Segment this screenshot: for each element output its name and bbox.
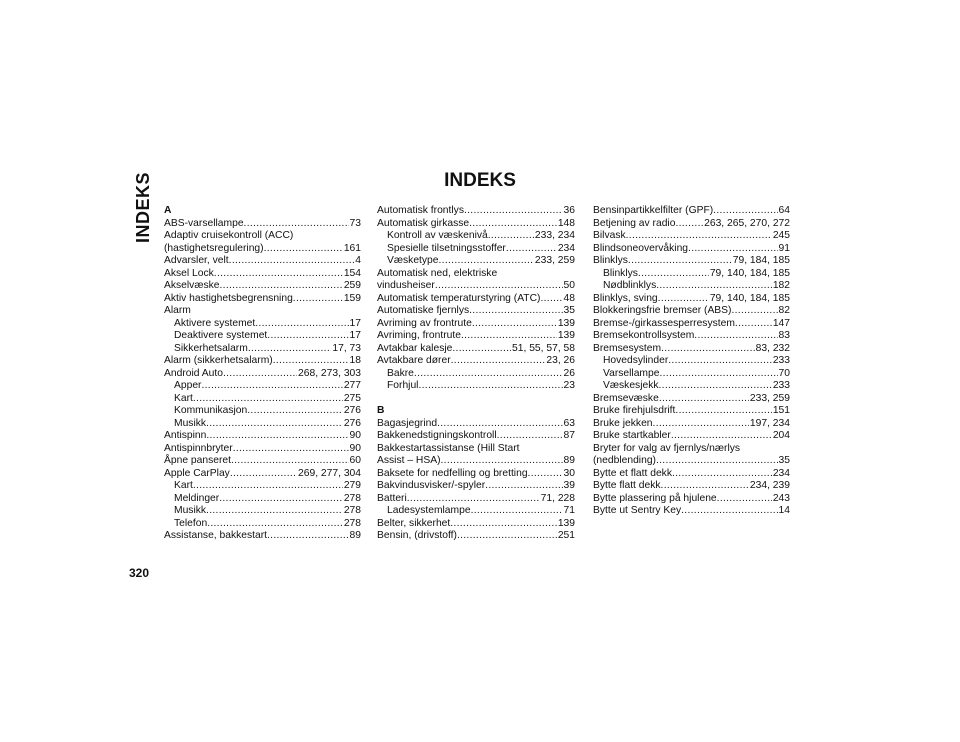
index-entry	[593, 330, 790, 343]
section-letter: B	[377, 405, 385, 416]
entry-label: Bakvindusvisker/-spyler	[377, 480, 486, 491]
entry-page-refs: 83, 232	[755, 342, 790, 354]
entry-page-refs: 269, 277, 304	[298, 467, 361, 479]
entry-page-refs: 234, 239	[749, 480, 790, 491]
entry-label: (hastighetsregulering)	[164, 242, 264, 254]
entry-label: Automatisk girkasse	[377, 217, 470, 229]
dot-leader	[439, 255, 534, 268]
entry-page-refs: 233	[772, 355, 790, 366]
index-subentry	[164, 493, 361, 506]
index-subentry	[164, 393, 361, 406]
dot-leader	[540, 293, 562, 306]
entry-label: Kart	[174, 392, 193, 404]
index-entry	[377, 455, 575, 468]
entry-page-refs: 71, 228	[540, 492, 575, 504]
index-entry	[164, 280, 361, 293]
index-subentry	[377, 230, 575, 243]
dot-leader	[528, 468, 563, 481]
entry-page-refs: 278	[343, 517, 361, 529]
entry-label: Hovedsylinder	[603, 355, 669, 366]
dot-leader	[244, 218, 349, 231]
index-subentry	[164, 380, 361, 393]
index-entry-text: Automatisk ned, elektriske	[377, 267, 498, 279]
dot-leader	[694, 330, 777, 343]
entry-label: Aksel Lock	[164, 267, 214, 279]
index-entry	[593, 318, 790, 331]
dot-leader	[472, 318, 557, 331]
entry-label: Automatiske fjernlys	[377, 305, 470, 316]
entry-page-refs: 204	[772, 430, 790, 441]
dot-leader	[658, 293, 709, 306]
index-subentry	[593, 355, 790, 368]
entry-label: Bruke startkabler	[593, 430, 671, 441]
entry-label: Telefon	[174, 517, 208, 529]
entry-label: Deaktivere systemet	[174, 330, 268, 341]
dot-leader	[731, 305, 777, 318]
entry-page-refs: 148	[557, 217, 575, 229]
entry-page-refs: 161	[343, 242, 361, 254]
entry-label: Betjening av radio	[593, 217, 676, 229]
index-subentry	[593, 380, 790, 393]
entry-label: Bilvask	[593, 230, 626, 241]
entry-page-refs: 278	[343, 492, 361, 504]
section-gap	[377, 393, 575, 406]
entry-page-refs: 51, 55, 57, 58	[512, 342, 575, 354]
dot-leader	[264, 243, 343, 256]
entry-page-refs: 233, 234	[534, 230, 575, 241]
entry-page-refs: 279	[343, 480, 361, 491]
dot-leader	[248, 343, 332, 356]
index-entry	[593, 205, 790, 218]
entry-page-refs: 79, 184, 185	[732, 255, 790, 266]
entry-page-refs: 233, 259	[534, 255, 575, 266]
entry-label: (nedblending)	[593, 455, 656, 466]
entry-page-refs: 64	[778, 205, 790, 216]
dot-leader	[267, 530, 349, 543]
index-column-2	[377, 205, 575, 543]
entry-label: Bensinpartikkelfilter (GPF)	[593, 205, 714, 216]
dot-leader	[223, 368, 297, 381]
entry-label: Nødblinklys	[603, 280, 657, 291]
entry-label: Android Auto	[164, 367, 223, 379]
entry-page-refs: 70	[778, 367, 790, 379]
index-entry	[377, 430, 575, 443]
index-entry-text: Bakkestartassistanse (Hill Start	[377, 442, 520, 454]
dot-leader	[437, 418, 562, 431]
entry-label: Avriming, frontrute	[377, 330, 461, 341]
entry-label: Forhjul	[387, 380, 419, 391]
entry-page-refs: 245	[772, 230, 790, 241]
index-entry-text: Adaptiv cruisekontroll (ACC)	[164, 230, 294, 241]
dot-leader	[435, 280, 563, 293]
dot-leader	[506, 243, 557, 256]
entry-label: Alarm (sikkerhetsalarm)	[164, 355, 273, 366]
index-entry	[164, 218, 361, 231]
dot-leader	[233, 443, 349, 456]
dot-leader	[450, 518, 557, 531]
entry-label: vindusheiser	[377, 280, 435, 291]
entry-page-refs: 17	[349, 317, 361, 329]
dot-leader	[675, 218, 703, 231]
index-entry	[593, 405, 790, 418]
dot-leader	[485, 480, 562, 493]
index-subentry	[377, 368, 575, 381]
entry-label: Blinklys	[593, 255, 628, 266]
dot-leader	[688, 243, 778, 256]
entry-page-refs: 48	[563, 292, 575, 304]
dot-leader	[717, 493, 772, 506]
index-entry	[164, 268, 361, 281]
index-subentry	[593, 368, 790, 381]
dot-leader	[414, 368, 563, 381]
dot-leader	[464, 205, 563, 218]
index-entry	[377, 343, 575, 356]
dot-leader	[497, 430, 563, 443]
entry-label: Automatisk frontlys	[377, 205, 464, 216]
dot-leader	[659, 368, 777, 381]
index-entry	[377, 480, 575, 493]
dot-leader	[469, 218, 557, 231]
entry-label: Akselvæske	[164, 280, 220, 291]
index-entry	[593, 493, 790, 506]
dot-leader	[193, 393, 343, 406]
entry-page-refs: 159	[343, 292, 361, 304]
entry-page-refs: 23	[563, 380, 575, 391]
dot-leader	[193, 480, 343, 493]
entry-label: Bakre	[387, 367, 414, 379]
index-entry	[377, 530, 575, 543]
dot-leader	[206, 430, 348, 443]
index-entry	[593, 243, 790, 256]
index-entry	[164, 443, 361, 456]
index-entry	[593, 393, 790, 406]
entry-page-refs: 17, 73	[332, 342, 361, 354]
index-entry	[593, 480, 790, 493]
dot-leader	[201, 380, 342, 393]
entry-page-refs: 14	[778, 505, 790, 516]
index-entry	[377, 468, 575, 481]
dot-leader	[713, 205, 777, 218]
entry-page-refs: 278	[343, 505, 361, 516]
entry-page-refs: 50	[563, 280, 575, 291]
entry-label: Bensin, (drivstoff)	[377, 530, 457, 541]
index-entry	[593, 418, 790, 431]
index-entry	[377, 280, 575, 293]
entry-label: Assist – HSA)	[377, 455, 441, 466]
section-letter: A	[164, 205, 172, 216]
index-entry	[593, 343, 790, 356]
entry-page-refs: 63	[563, 417, 575, 429]
dot-leader	[471, 505, 563, 518]
entry-page-refs: 276	[343, 405, 361, 416]
side-tab-label: INDEKS	[132, 172, 153, 244]
entry-page-refs: 233, 259	[749, 392, 790, 404]
dot-leader	[659, 380, 772, 393]
index-subentry	[164, 505, 361, 518]
index-entry	[593, 255, 790, 268]
entry-page-refs: 182	[772, 280, 790, 291]
entry-label: Varsellampe	[603, 367, 660, 379]
index-subentry	[164, 405, 361, 418]
dot-leader	[638, 268, 709, 281]
dot-leader	[681, 505, 777, 518]
entry-page-refs: 4	[355, 255, 361, 266]
index-subentry	[164, 318, 361, 331]
entry-label: Åpne panseret	[164, 455, 231, 466]
entry-label: Bagasjegrind	[377, 417, 438, 429]
dot-leader	[488, 230, 534, 243]
index-subentry	[377, 243, 575, 256]
entry-label: Ladesystemlampe	[387, 505, 471, 516]
dot-leader	[668, 355, 772, 368]
index-subentry	[377, 255, 575, 268]
entry-label: Blokkeringsfrie bremser (ABS)	[593, 305, 732, 316]
dot-leader	[656, 280, 772, 293]
entry-page-refs: 18	[349, 355, 361, 366]
dot-leader	[675, 405, 771, 418]
entry-label: Bytte ut Sentry Key	[593, 505, 682, 516]
index-entry	[377, 330, 575, 343]
index-entry	[593, 455, 790, 468]
dot-leader	[656, 455, 778, 468]
entry-page-refs: 147	[772, 317, 790, 329]
entry-label: Blindsoneovervåking	[593, 242, 689, 254]
entry-label: Bruke jekken	[593, 417, 653, 429]
index-entry	[164, 455, 361, 468]
entry-label: Kontroll av væskenivå	[387, 230, 488, 241]
entry-page-refs: 91	[778, 242, 790, 254]
entry-page-refs: 89	[349, 530, 361, 541]
index-entry	[593, 305, 790, 318]
entry-page-refs: 87	[563, 430, 575, 441]
index-entry	[593, 230, 790, 243]
entry-page-refs: 30	[563, 467, 575, 479]
page-number: 320	[129, 566, 150, 580]
entry-page-refs: 139	[557, 330, 575, 341]
index-subentry	[164, 330, 361, 343]
entry-label: Bremsevæske	[593, 392, 659, 404]
index-entry	[593, 218, 790, 231]
dot-leader	[461, 330, 557, 343]
entry-page-refs: 39	[563, 480, 575, 491]
entry-label: Antispinn	[164, 430, 207, 441]
dot-leader	[206, 505, 343, 518]
dot-leader	[207, 518, 343, 531]
entry-page-refs: 83	[778, 330, 790, 341]
dot-leader	[418, 380, 562, 393]
dot-leader	[206, 418, 343, 431]
dot-leader	[229, 255, 355, 268]
entry-label: Belter, sikkerhet	[377, 517, 451, 529]
entry-label: Batteri	[377, 492, 407, 504]
entry-label: Bremsesystem	[593, 342, 662, 354]
entry-page-refs: 35	[778, 455, 790, 466]
dot-leader	[247, 405, 343, 418]
entry-label: Automatisk temperaturstyring (ATC)	[377, 292, 541, 304]
entry-page-refs: 243	[772, 492, 790, 504]
entry-page-refs: 151	[772, 405, 790, 416]
index-column-1	[164, 205, 361, 543]
index-entry	[377, 518, 575, 531]
index-entry-text: Alarm	[164, 305, 191, 316]
entry-label: ABS-varsellampe	[164, 217, 244, 229]
entry-page-refs: 275	[343, 392, 361, 404]
entry-label: Assistanse, bakkestart	[164, 530, 268, 541]
dot-leader	[626, 230, 772, 243]
index-entry	[593, 468, 790, 481]
entry-page-refs: 73	[349, 217, 361, 229]
index-entry	[164, 368, 361, 381]
entry-label: Kommunikasjon	[174, 405, 248, 416]
entry-page-refs: 234	[772, 467, 790, 479]
entry-label: Spesielle tilsetningsstoffer	[387, 242, 506, 254]
entry-page-refs: 139	[557, 317, 575, 329]
entry-label: Musikk	[174, 417, 207, 429]
entry-page-refs: 79, 140, 184, 185	[709, 292, 790, 304]
dot-leader	[267, 330, 348, 343]
entry-label: Apper	[174, 380, 202, 391]
entry-page-refs: 89	[563, 455, 575, 466]
index-entry	[377, 205, 575, 218]
entry-label: Avtakbare dører	[377, 355, 451, 366]
index-entry	[164, 243, 361, 256]
entry-label: Bremse-/girkassesperresystem	[593, 317, 735, 329]
index-entry	[377, 418, 575, 431]
entry-page-refs: 251	[557, 530, 575, 541]
entry-label: Sikkerhetsalarm	[174, 342, 248, 354]
index-entry	[164, 255, 361, 268]
dot-leader	[735, 318, 772, 331]
index-entry	[164, 355, 361, 368]
entry-page-refs: 36	[563, 205, 575, 216]
dot-leader	[220, 280, 343, 293]
dot-leader	[452, 343, 511, 356]
entry-page-refs: 233	[772, 380, 790, 391]
dot-leader	[661, 480, 749, 493]
index-entry	[593, 430, 790, 443]
entry-page-refs: 234	[557, 242, 575, 254]
index-entry	[377, 493, 575, 506]
entry-label: Aktiv hastighetsbegrensning	[164, 292, 293, 304]
index-entry	[164, 293, 361, 306]
index-subentry	[593, 268, 790, 281]
entry-page-refs: 71	[563, 505, 575, 516]
entry-page-refs: 35	[563, 305, 575, 316]
index-subentry	[593, 280, 790, 293]
index-subentry	[164, 418, 361, 431]
entry-label: Musikk	[174, 505, 207, 516]
index-entry	[164, 430, 361, 443]
dot-leader	[255, 318, 348, 331]
entry-label: Apple CarPlay	[164, 467, 230, 479]
entry-page-refs: 60	[349, 455, 361, 466]
entry-page-refs: 82	[778, 305, 790, 316]
index-entry	[593, 293, 790, 306]
index-entry	[164, 530, 361, 543]
entry-label: Bremsekontrollsystem	[593, 330, 695, 341]
entry-page-refs: 90	[349, 430, 361, 441]
entry-page-refs: 154	[343, 267, 361, 279]
dot-leader	[214, 268, 343, 281]
entry-label: Avtakbar kalesje	[377, 342, 453, 354]
entry-label: Kart	[174, 480, 193, 491]
entry-label: Antispinnbryter	[164, 442, 233, 454]
entry-page-refs: 79, 140, 184, 185	[709, 267, 790, 279]
entry-label: Avriming av frontrute	[377, 317, 472, 329]
entry-label: Advarsler, velt	[164, 255, 229, 266]
entry-page-refs: 259	[343, 280, 361, 291]
dot-leader	[293, 293, 343, 306]
entry-label: Bakkenedstigningskontroll	[377, 430, 497, 441]
dot-leader	[672, 468, 772, 481]
dot-leader	[661, 343, 755, 356]
entry-page-refs: 277	[343, 380, 361, 391]
dot-leader	[441, 455, 563, 468]
entry-label: Væsketype	[387, 255, 439, 266]
dot-leader	[273, 355, 349, 368]
dot-leader	[671, 430, 772, 443]
entry-label: Bytte et flatt dekk	[593, 467, 672, 479]
index-column-3	[593, 205, 790, 518]
page-title: INDEKS	[444, 170, 516, 191]
dot-leader	[628, 255, 732, 268]
index-entry	[593, 505, 790, 518]
index-entry	[377, 218, 575, 231]
dot-leader	[231, 455, 349, 468]
entry-page-refs: 276	[343, 417, 361, 429]
index-subentry	[377, 380, 575, 393]
entry-label: Bytte plassering på hjulene	[593, 492, 717, 504]
entry-label: Baksete for nedfelling og bretting	[377, 467, 528, 479]
dot-leader	[659, 393, 749, 406]
index-entry	[377, 318, 575, 331]
entry-page-refs: 90	[349, 442, 361, 454]
entry-label: Bruke firehjulsdrift	[593, 405, 676, 416]
dot-leader	[457, 530, 557, 543]
entry-page-refs: 268, 273, 303	[298, 367, 361, 379]
entry-page-refs: 197, 234	[749, 417, 790, 429]
entry-label: Aktivere systemet	[174, 317, 256, 329]
entry-label: Væskesjekk	[603, 380, 659, 391]
entry-page-refs: 139	[557, 517, 575, 529]
entry-page-refs: 26	[563, 367, 575, 379]
entry-page-refs: 23, 26	[546, 355, 575, 366]
index-subentry	[164, 343, 361, 356]
index-subentry	[164, 480, 361, 493]
index-subentry	[377, 505, 575, 518]
dot-leader	[451, 355, 546, 368]
dot-leader	[230, 468, 297, 481]
index-entry	[377, 305, 575, 318]
entry-label: Blinklys	[603, 267, 638, 279]
dot-leader	[407, 493, 540, 506]
index-entry	[377, 293, 575, 306]
entry-page-refs: 263, 265, 270, 272	[704, 217, 790, 229]
entry-label: Blinklys, sving	[593, 292, 658, 304]
entry-label: Meldinger	[174, 492, 220, 504]
entry-label: Bytte flatt dekk	[593, 480, 661, 491]
dot-leader	[469, 305, 562, 318]
index-entry	[164, 468, 361, 481]
dot-leader	[219, 493, 343, 506]
index-entry	[377, 355, 575, 368]
index-subentry	[164, 518, 361, 531]
entry-page-refs: 17	[349, 330, 361, 341]
index-entry-text: Bryter for valg av fjernlys/nærlys	[593, 442, 741, 454]
dot-leader	[653, 418, 749, 431]
